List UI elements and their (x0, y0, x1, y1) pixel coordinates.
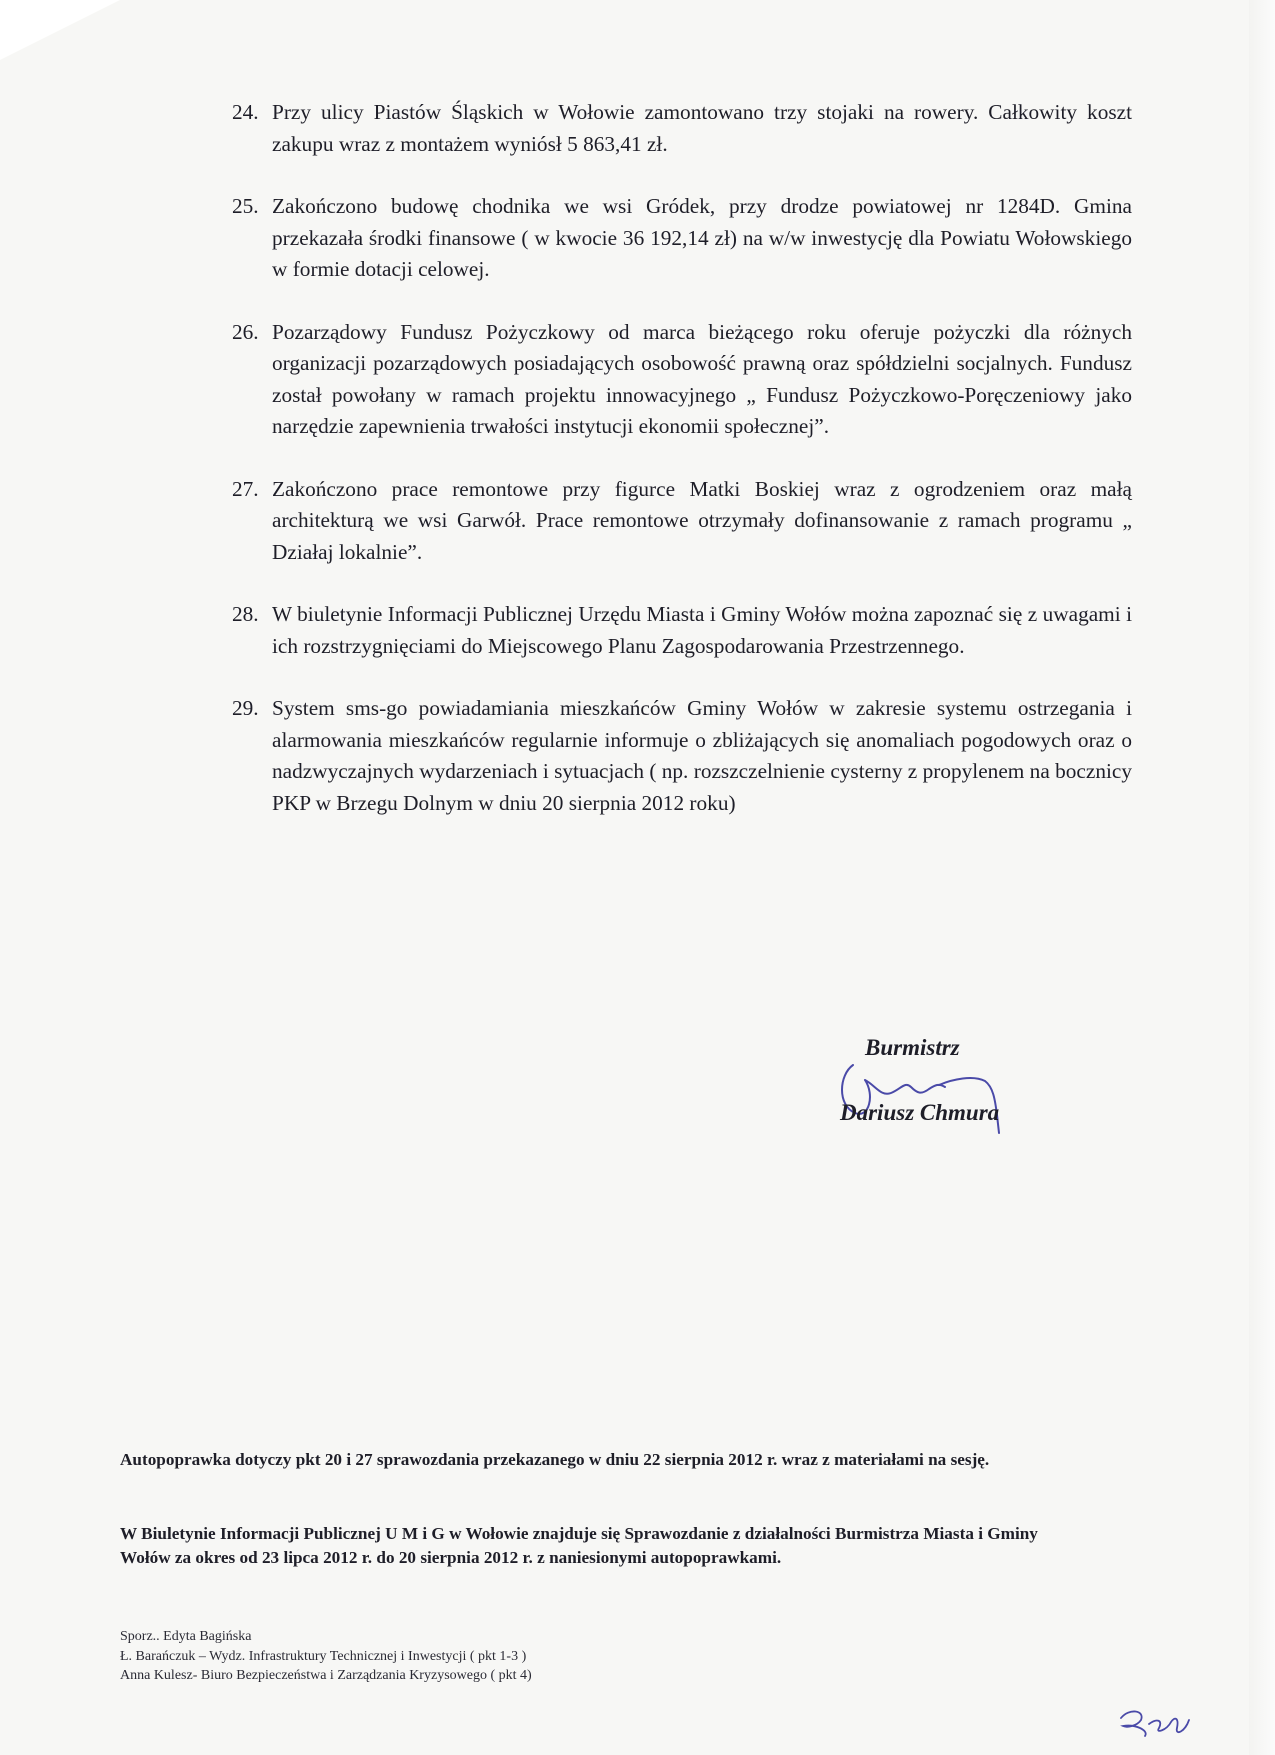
item-text: Przy ulicy Piastów Śląskich w Wołowie zamontowano trzy stojaki na rowery. Całkowity koszt zakupu wraz z montażem wyniósł 5 863,41 zł. (272, 100, 1132, 156)
list-item (232, 317, 1132, 443)
correction-note: Autopoprawka dotyczy pkt 20 i 27 sprawozdania przekazanego w dniu 22 sierpnia 2012 r. wraz z materiałami na sesję. (120, 1450, 990, 1469)
item-text: Zakończono budowę chodnika we wsi Gródek, przy drodze powiatowej nr 1284D. Gmina przekazała środki finansowe ( w kwocie 36 192,14 zł) na w/w inwestycję dla Powiatu Wołowskiego w formie dotacji celowej. (272, 194, 1132, 281)
item-number: 25. (232, 194, 259, 218)
item-number: 29. (232, 696, 259, 720)
list-item (232, 693, 1132, 819)
footer-line: Ł. Barańczuk – Wydz. Infrastruktury Technicznej i Inwestycji ( pkt 1-3 ) (120, 1648, 527, 1664)
signature-title: Burmistrz (865, 1035, 960, 1060)
handwritten-initials (1115, 1700, 1195, 1740)
page-corner (0, 0, 120, 60)
item-text: W biuletynie Informacji Publicznej Urzędu Miasta i Gminy Wołów można zapoznać się z uwagami i ich rozstrzygnięciami do Miejscowego Planu Zagospodarowania Przestrzennego. (272, 602, 1132, 658)
footer-credits (120, 1627, 532, 1686)
item-number: 24. (232, 100, 259, 124)
signature-block (835, 1035, 1075, 1135)
item-text: Pozarządowy Fundusz Pożyczkowy od marca bieżącego roku oferuje pożyczki dla różnych organizacji pozarządowych posiadających osobowość prawną oraz spółdzielni socjalnych. Fundusz został powołany w ramach projektu innowacyjnego „ Fundusz Pożyczkowo-Poręczeniowy jako narzędzie zapewnienia trwałości instytucji ekonomii społecznej”. (272, 319, 1132, 438)
item-number: 28. (232, 602, 259, 626)
item-number: 27. (232, 476, 259, 501)
footer-line: Anna Kulesz- Biuro Bezpieczeństwa i Zarządzania Kryzysowego ( pkt 4) (120, 1668, 532, 1683)
bip-note: W Biuletynie Informacji Publicznej U M i G w Wołowie znajduje się Sprawozdanie z działalności Burmistrza Miasta i Gminy Wołów za okres od 23 lipca 2012 r. do 20 sierpnia 2012 r. z naniesionymi autopoprawkami. (120, 1524, 1038, 1567)
report-items-list (232, 97, 1132, 850)
list-item (232, 474, 1132, 569)
list-item (232, 599, 1132, 662)
list-item (232, 191, 1132, 286)
item-text: System sms-go powiadamiania mieszkańców Gminy Wołów w zakresie systemu ostrzegania i alarmowania mieszkańców regularnie informuje o zbliżających się anomaliach pogodowych oraz o nadzwyczajnych wydarzeniach i sytuacjach ( np. rozszczelnienie cysterny z propylenem na bocznicy PKP w Brzegu Dolnym w dniu 20 sierpnia 2012 roku) (272, 696, 1132, 815)
item-text: Zakończono prace remontowe przy figurce Matki Boskiej wraz z ogrodzeniem oraz małą architekturą we wsi Garwół. Prace remontowe otrzymały dofinansowanie z ramach programu „ Działaj lokalnie”. (272, 476, 1132, 564)
page-edge (1249, 0, 1275, 1755)
footer-line: Sporz.. Edyta Bagińska (120, 1629, 252, 1644)
list-item (232, 97, 1132, 160)
item-number: 26. (232, 319, 259, 344)
signature-name: Dariusz Chmura (840, 1100, 1000, 1125)
